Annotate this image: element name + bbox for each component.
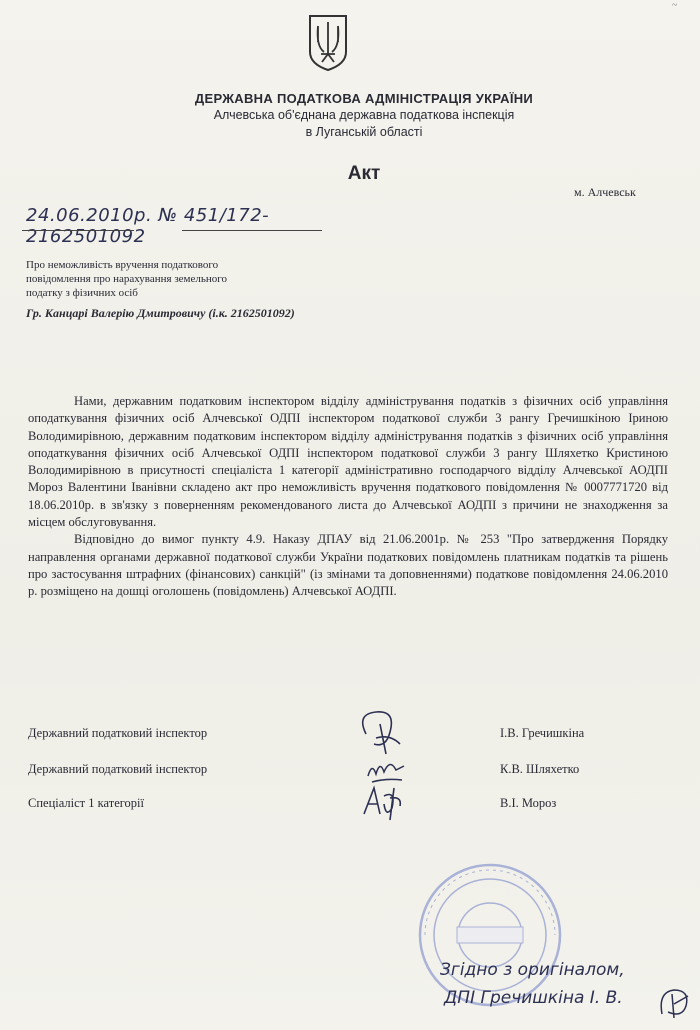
signatory-role: Державний податковий інспектор (28, 726, 208, 740)
subject-line: Про неможливість вручення податкового (26, 259, 219, 271)
signatory-name: В.І. Мороз (500, 796, 557, 810)
document-title: Акт (347, 163, 381, 184)
trident-emblem-icon (306, 12, 350, 72)
handwritten-date-number: 24.06.2010р. № 451/172-2162501092 (26, 205, 270, 247)
number-underline (182, 230, 322, 231)
date-underline (22, 230, 134, 231)
corner-page-mark: ~ (672, 0, 678, 11)
signatory-role: Спеціаліст 1 категорії (28, 796, 144, 810)
subject-line: податку з фізичних осіб (26, 287, 138, 299)
certification-copy-note: Згідно з оригіналом, (440, 960, 625, 980)
document-body (28, 393, 668, 601)
org-title: ДЕРЖАВНА ПОДАТКОВА АДМІНІСТРАЦІЯ УКРАЇНИ (194, 91, 534, 106)
subject-line: повідомлення про нарахування земельного (26, 273, 228, 285)
signatory-role: Державний податковий інспектор (28, 762, 208, 776)
org-region: в Луганській області (305, 125, 423, 139)
corner-signature-mark (654, 982, 694, 1022)
certification-signer: ДПІ Гречишкіна І. В. (444, 988, 623, 1008)
addressee: Гр. Канцарі Валерію Дмитровичу (і.к. 2162501092) (26, 306, 295, 320)
body-paragraph: Нами, державним податковим інспектором відділу адміністрування податків з фізичних осіб управління оподаткування фізичних осіб Алчевської ОДПІ інспектором податкової служби 3 рангу Гречишкіною Іриною Володимирівною, державним податковим інспектором відділу адміністрування податків з фізичних осіб управління оподаткування фізичних осіб Алчевської ОДПІ інспектором податкової служби 3 рангу Шляхетко Кристиною Володимирівною в присутності спеціаліста 1 категорії адміністративно господарчого відділу Алчевської АОДПІ Мороз Валентини Іванівни складено акт про неможливість вручення податкового повідомлення № 0007771720 від 18.06.2010р. в зв'язку з поверненням рекомендованого листа до Алчевської АОДПІ з причини не знаходження за місцем обслуговування. (28, 394, 668, 530)
signature-scribble (346, 774, 416, 830)
body-paragraph: Відповідно до вимог пункту 4.9. Наказу ДПАУ від 21.06.2001р. № 253 "Про затвердження Порядку направлення органами державної податкової служби України податкових повідомлень платникам податків та рішень про застосування штрафних (фінансових) санкцій" (із змінами та доповненнями) податкове повідомлення 24.06.2010 р. розміщено на дошці оголошень (повідомлень) Алчевської АОДПІ. (28, 532, 668, 599)
signatory-name: К.В. Шляхетко (500, 762, 580, 776)
city: м. Алчевськ (574, 185, 636, 199)
signatory-name: І.В. Гречишкіна (500, 726, 585, 740)
signature-row (28, 796, 668, 816)
document-subject (26, 258, 326, 300)
org-subtitle: Алчевська об'єднана державна податкова інспекція (213, 108, 515, 122)
date-number-line (22, 205, 372, 247)
